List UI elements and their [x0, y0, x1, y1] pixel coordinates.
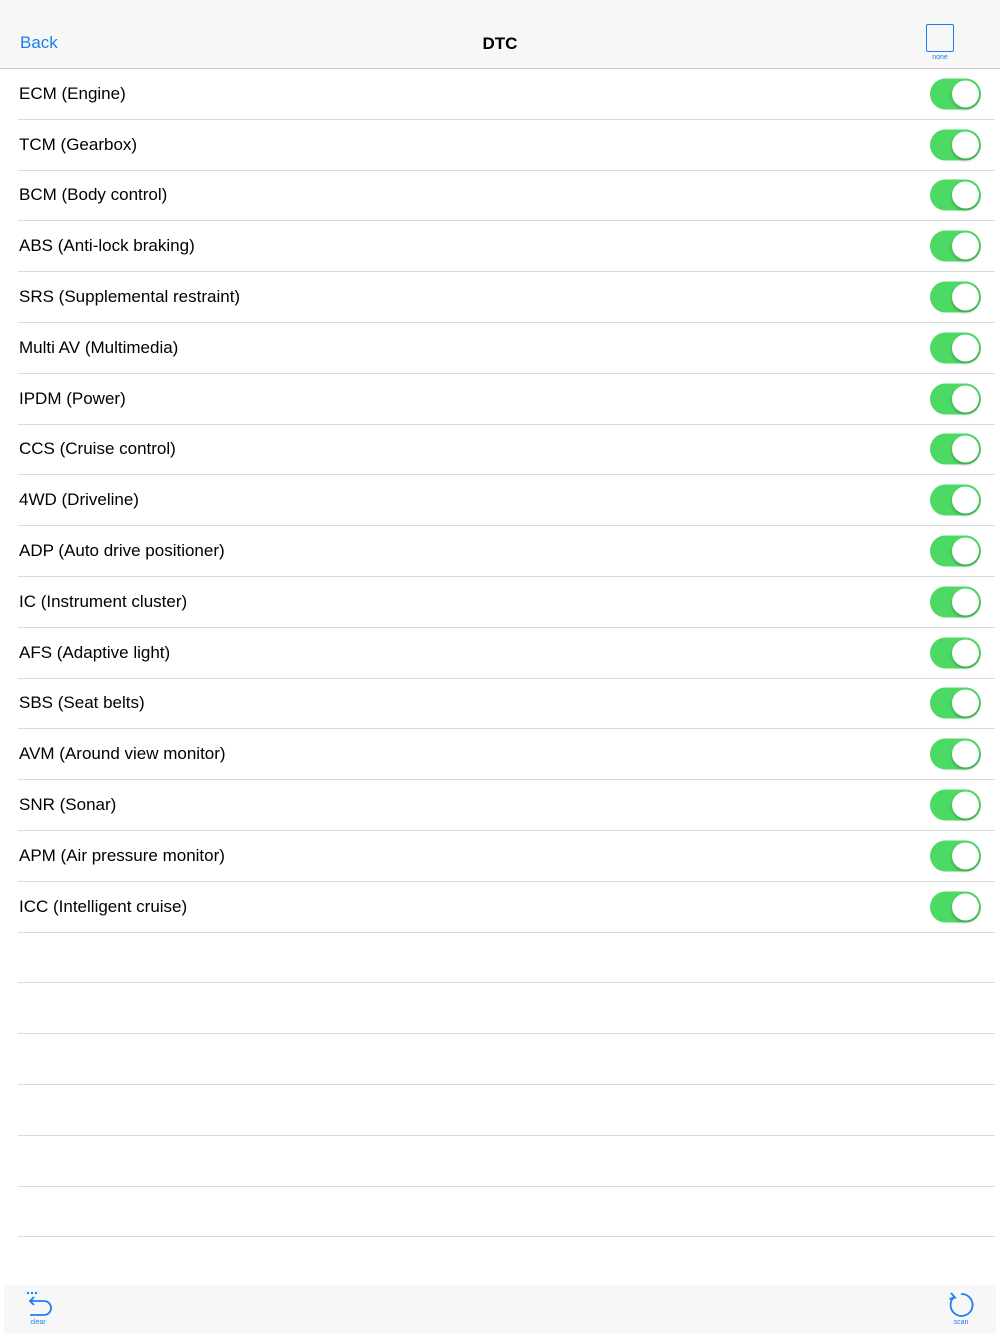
toggle-knob [952, 639, 979, 666]
empty-row [18, 1187, 995, 1238]
toggle-switch[interactable] [930, 231, 981, 262]
list-item-label: ICC (Intelligent cruise) [19, 896, 188, 916]
list-item [18, 374, 995, 425]
list-item-label: CCS (Cruise control) [19, 439, 176, 459]
list-item-label: Multi AV (Multimedia) [19, 337, 179, 357]
list-item-label: ABS (Anti-lock braking) [19, 236, 195, 256]
scan-label: scan [953, 1319, 969, 1326]
list-item-label: AVM (Around view monitor) [19, 744, 226, 764]
toggle-knob [952, 487, 979, 514]
list-item [18, 221, 995, 272]
list-item [18, 628, 995, 679]
page-title: DTC [482, 34, 518, 53]
list-item-label: SBS (Seat belts) [19, 693, 145, 713]
list-item [18, 69, 995, 120]
clear-button[interactable] [16, 1289, 60, 1333]
toggle-switch[interactable] [930, 586, 981, 617]
toggle-knob [952, 233, 979, 260]
toggle-switch[interactable] [930, 180, 981, 211]
refresh-icon [945, 1289, 977, 1319]
list-item [18, 272, 995, 323]
list-item [18, 679, 995, 730]
toggle-knob [952, 334, 979, 361]
list-item [18, 526, 995, 577]
list-item-label: SRS (Supplemental restraint) [19, 287, 241, 307]
list-item [18, 475, 995, 526]
toggle-knob [952, 690, 979, 717]
list-item-label: BCM (Body control) [19, 185, 168, 205]
navigation-bar [0, 0, 1000, 69]
bottom-toolbar [4, 1285, 996, 1334]
list-item-label: AFS (Adaptive light) [19, 642, 171, 662]
toggle-switch[interactable] [930, 383, 981, 414]
checkbox-icon [926, 24, 954, 52]
toggle-switch[interactable] [930, 891, 981, 922]
list-item [18, 780, 995, 831]
list-item [18, 171, 995, 222]
toggle-knob [952, 436, 979, 463]
list-item [18, 120, 995, 171]
scan-button[interactable] [939, 1289, 983, 1333]
toggle-knob [952, 538, 979, 565]
toggle-switch[interactable] [930, 536, 981, 567]
toggle-knob [952, 182, 979, 209]
toggle-switch[interactable] [930, 282, 981, 313]
empty-row [18, 933, 995, 984]
list-item [18, 882, 995, 933]
toggle-knob [952, 741, 979, 768]
list-item [18, 729, 995, 780]
toggle-switch[interactable] [930, 485, 981, 516]
empty-row [18, 1034, 995, 1085]
toggle-switch[interactable] [930, 332, 981, 363]
list-item [18, 323, 995, 374]
toggle-switch[interactable] [930, 688, 981, 719]
list-item-label: ECM (Engine) [19, 83, 126, 103]
module-list [0, 69, 1000, 1237]
list-item-label: APM (Air pressure monitor) [19, 845, 225, 865]
toggle-knob [952, 588, 979, 615]
list-item-label: ADP (Auto drive positioner) [19, 541, 225, 561]
list-item [18, 577, 995, 628]
undo-arrow-icon [22, 1289, 54, 1319]
list-item-label: 4WD (Driveline) [19, 490, 139, 510]
toggle-switch[interactable] [930, 840, 981, 871]
toggle-switch[interactable] [930, 790, 981, 821]
toggle-knob [952, 792, 979, 819]
back-button[interactable]: Back [20, 33, 58, 52]
toggle-knob [952, 893, 979, 920]
select-none-button[interactable] [921, 24, 959, 64]
empty-row [18, 1085, 995, 1136]
clear-label: clear [30, 1319, 46, 1326]
select-none-label: none [932, 54, 948, 61]
toggle-switch[interactable] [930, 637, 981, 668]
list-item-label: IPDM (Power) [19, 388, 126, 408]
list-item [18, 425, 995, 476]
toggle-knob [952, 842, 979, 869]
toggle-switch[interactable] [930, 78, 981, 109]
list-item-label: TCM (Gearbox) [19, 134, 138, 154]
toggle-knob [952, 385, 979, 412]
empty-row [18, 1136, 995, 1187]
toggle-switch[interactable] [930, 434, 981, 465]
toggle-switch[interactable] [930, 739, 981, 770]
toggle-knob [952, 131, 979, 158]
toggle-switch[interactable] [930, 129, 981, 160]
toggle-knob [952, 80, 979, 107]
list-item-label: SNR (Sonar) [19, 795, 117, 815]
empty-row [18, 983, 995, 1034]
list-item-label: IC (Instrument cluster) [19, 591, 188, 611]
list-item [18, 831, 995, 882]
toggle-knob [952, 284, 979, 311]
